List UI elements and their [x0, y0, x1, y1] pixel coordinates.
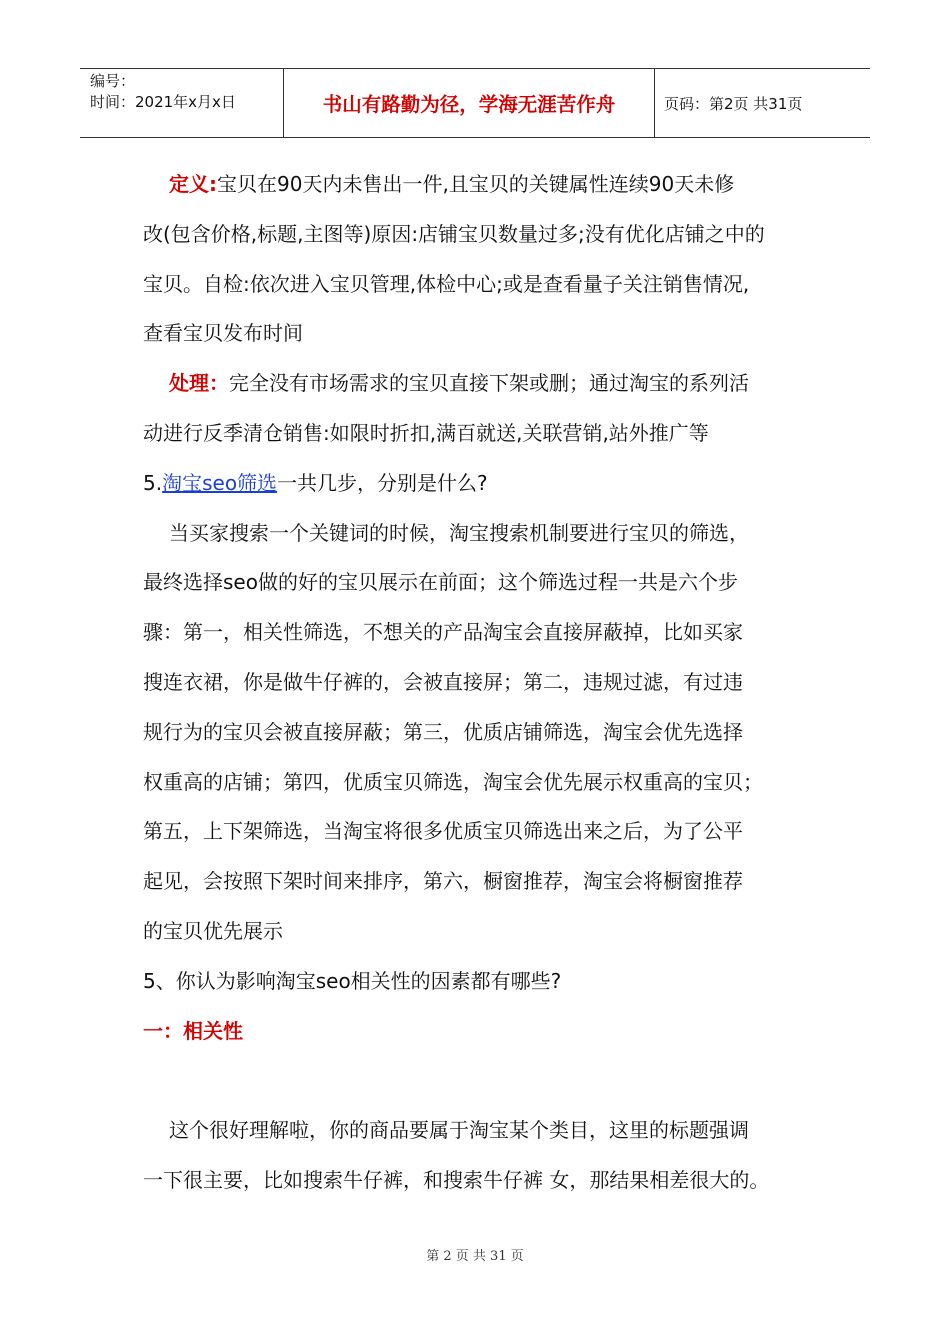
spacer	[143, 1056, 823, 1106]
text-line: 查看宝贝发布时间	[143, 321, 303, 346]
text-line: 起见，会按照下架时间来排序，第六，橱窗推荐，淘宝会将橱窗推荐	[143, 869, 743, 894]
section-heading: 一：相关性	[143, 1018, 243, 1043]
document-body	[143, 160, 823, 1206]
text-line: 搜连衣裙，你是做牛仔裤的，会被直接屏；第二，违规过滤，有过违	[143, 669, 743, 694]
page-footer: 第 2 页 共 31 页	[426, 1249, 524, 1264]
number-label: 编号：	[90, 72, 136, 90]
text-line: 最终选择seo做的好的宝贝展示在前面；这个筛选过程一共是六个步	[143, 570, 738, 595]
taobao-seo-link[interactable]: 淘宝seo筛选	[162, 470, 278, 495]
definition-term: 定义:	[169, 172, 217, 196]
text-line: 骤：第一，相关性筛选，不想关的产品淘宝会直接屏蔽掉，比如买家	[143, 620, 743, 645]
time-label: 时间：2021年x月x日	[90, 93, 236, 111]
text-line: 宝贝。自检:依次进入宝贝管理,体检中心;或是查看量子关注销售情况,	[143, 271, 750, 296]
header-page-info: 页码：第2页 共31页	[664, 94, 803, 113]
text-line: 规行为的宝贝会被直接屏蔽；第三，优质店铺筛选，淘宝会优先选择	[143, 719, 743, 744]
text-span: 完全没有市场需求的宝贝直接下架或删；通过淘宝的系列活	[229, 371, 749, 396]
text-line: 第五，上下架筛选，当淘宝将很多优质宝贝筛选出来之后，为了公平	[143, 819, 743, 844]
question-5	[143, 459, 823, 509]
header-motto: 书山有路勤为径，学海无涯苦作舟	[283, 69, 655, 137]
text-line: 的宝贝优先展示	[143, 918, 283, 943]
handling-term: 处理：	[169, 371, 229, 396]
text-line: 一下很主要，比如搜索牛仔裤，和搜索牛仔裤 女，那结果相差很大的。	[143, 1168, 770, 1193]
handling-paragraph-line	[143, 359, 823, 409]
text-line: 当买家搜索一个关键词的时候，淘宝搜索机制要进行宝贝的筛选，	[169, 520, 749, 545]
page-header	[80, 68, 870, 138]
text-line: 动进行反季清仓销售:如限时折扣,满百就送,关联营销,站外推广等	[143, 420, 709, 445]
question-6: 5、你认为影响淘宝seo相关性的因素都有哪些?	[143, 968, 562, 993]
text-line: 改(包含价格,标题,主图等)原因:店铺宝贝数量过多;没有优化店铺之中的	[143, 221, 765, 246]
definition-paragraph-line	[143, 160, 823, 210]
text-line: 权重高的店铺；第四，优质宝贝筛选，淘宝会优先展示权重高的宝贝；	[143, 769, 763, 794]
header-meta	[80, 69, 283, 137]
text-line: 这个很好理解啦，你的商品要属于淘宝某个类目，这里的标题强调	[169, 1118, 749, 1143]
question-text: 一共几步，分别是什么?	[277, 470, 488, 495]
question-number: 5.	[143, 470, 163, 495]
text-span: 宝贝在90天内未售出一件,且宝贝的关键属性连续90天未修	[217, 172, 735, 196]
